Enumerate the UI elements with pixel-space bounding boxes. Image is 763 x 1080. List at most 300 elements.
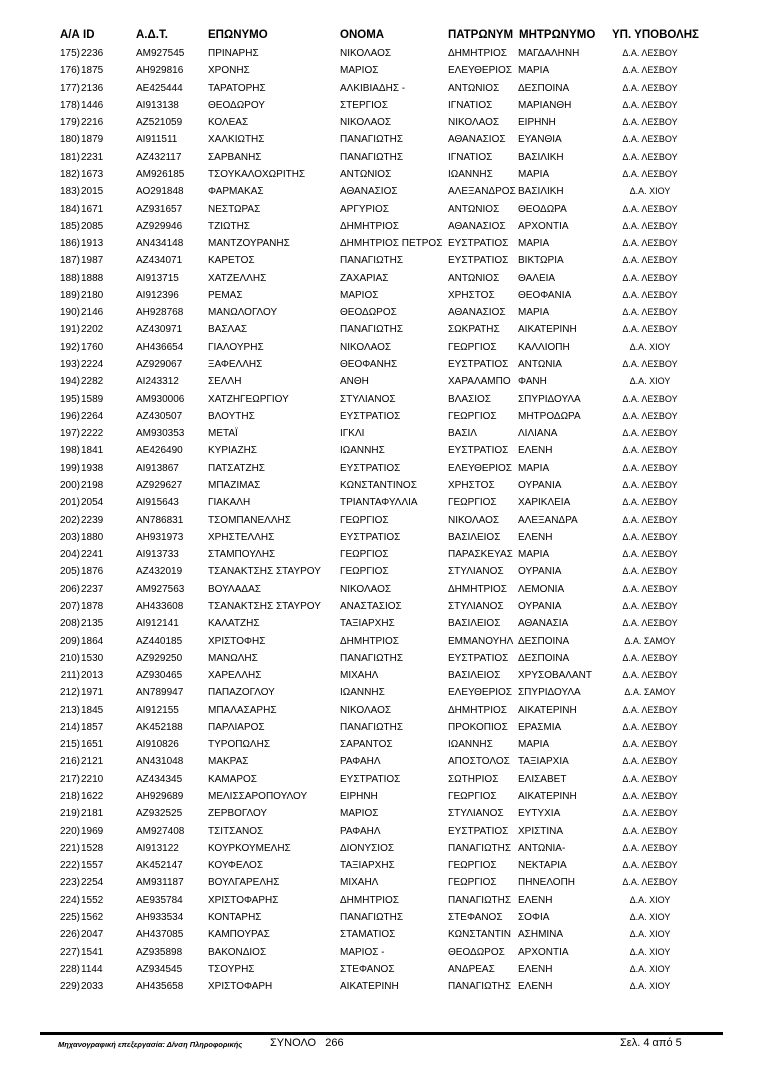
row-aa: 213) (59, 704, 80, 716)
row-onoma: ΣΤΥΛΙΑΝΟΣ (340, 393, 396, 405)
row-eponymo: ΜΑΝΩΛΗΣ (208, 652, 258, 664)
row-ypovolis: Δ.Α. ΛΕΣΒΟΥ (622, 583, 678, 594)
row-onoma: ΜΑΡΙΟΣ (340, 289, 379, 301)
row-eponymo: ΣΤΑΜΠΟΥΛΗΣ (208, 549, 276, 561)
row-aa: 220) (59, 825, 80, 837)
row-eponymo: ΧΡΗΣΤΕΛΛΗΣ (208, 531, 275, 543)
row-adt: ΑΝ434148 (136, 238, 184, 250)
row-aa: 228) (59, 963, 80, 975)
row-onoma: ΘΕΟΔΩΡΟΣ (340, 307, 397, 319)
row-eponymo: ΒΑΚΟΝΔΙΟΣ (208, 946, 267, 958)
row-mitronym: ΦΑΝΗ (518, 376, 547, 388)
row-patronym: ΑΝΤΩΝΙΟΣ (448, 82, 500, 94)
row-patronym: ΑΝΔΡΕΑΣ (448, 963, 495, 975)
table-row (0, 477, 763, 494)
row-eponymo: ΦΑΡΜΑΚΑΣ (208, 186, 264, 198)
row-eponymo: ΝΕΣΤΩΡΑΣ (208, 203, 261, 215)
row-onoma: ΓΕΩΡΓΙΟΣ (340, 566, 389, 578)
row-ypovolis: Δ.Α. ΧΙΟΥ (629, 186, 671, 197)
row-ypovolis: Δ.Α. ΧΙΟΥ (629, 341, 671, 352)
table-row (0, 788, 763, 805)
row-eponymo: ΒΛΟΥΤΗΣ (208, 410, 255, 422)
row-ypovolis: Δ.Α. ΛΕΣΒΟΥ (622, 203, 678, 214)
table-row (0, 702, 763, 719)
row-eponymo: ΜΕΤΑΪ (208, 428, 238, 440)
row-id: 1530 (81, 652, 104, 664)
row-aa: 189) (59, 289, 80, 301)
row-onoma: ΝΙΚΟΛΑΟΣ (340, 341, 392, 353)
footer-total (270, 1037, 344, 1049)
header-patronym: ΠΑΤΡΩΝΥΜ (448, 29, 514, 41)
row-ypovolis: Δ.Α. ΛΕΣΒΟΥ (622, 307, 678, 318)
row-mitronym: ΘΑΛΕΙΑ (518, 272, 556, 284)
row-patronym: ΣΩΚΡΑΤΗΣ (448, 324, 500, 336)
row-patronym: ΠΑΡΑΣΚΕΥΑΣ (448, 549, 513, 561)
row-eponymo: ΜΠΑΖΙΜΑΣ (208, 480, 261, 491)
row-onoma: ΑΝΤΩΝΙΟΣ (340, 168, 392, 180)
row-ypovolis: Δ.Α. ΛΕΣΒΟΥ (622, 428, 678, 439)
row-onoma: ΕΥΣΤΡΑΤΙΟΣ (340, 773, 401, 785)
row-adt: ΑΙ913733 (136, 549, 179, 561)
row-adt: ΑΖ930465 (136, 670, 183, 682)
row-aa: 207) (59, 600, 80, 612)
row-adt: ΑΗ929816 (136, 65, 184, 77)
table-row (0, 304, 763, 321)
row-id: 2181 (81, 808, 104, 820)
row-mitronym: ΒΙΚΤΩΡΙΑ (518, 255, 564, 267)
row-onoma: ΘΕΟΦΑΝΗΣ (340, 359, 398, 371)
row-aa: 224) (59, 894, 80, 906)
row-ypovolis: Δ.Α. ΛΕΣΒΟΥ (622, 410, 678, 421)
row-mitronym: ΜΑΡΙΑΝΘΗ (518, 99, 572, 111)
row-ypovolis: Δ.Α. ΛΕΣΒΟΥ (622, 618, 678, 629)
table-row (0, 684, 763, 701)
row-onoma: ΔΙΟΝΥΣΙΟΣ (340, 842, 395, 854)
row-ypovolis: Δ.Α. ΧΙΟΥ (629, 894, 671, 905)
row-eponymo: ΒΑΣΛΑΣ (208, 324, 248, 336)
row-ypovolis: Δ.Α. ΛΕΣΒΟΥ (622, 497, 678, 508)
row-mitronym: ΜΑΡΙΑ (518, 549, 550, 561)
row-adt: ΑΙ243312 (136, 376, 179, 388)
row-onoma: ΠΑΝΑΓΙΩΤΗΣ (340, 151, 404, 163)
row-aa: 192) (59, 341, 80, 353)
row-id: 2282 (81, 376, 104, 388)
row-eponymo: ΠΑΡΛΙΑΡΟΣ (208, 721, 265, 733)
row-adt: ΑΖ434071 (136, 255, 183, 267)
row-id: 2121 (81, 756, 104, 768)
row-onoma: ΡΑΦΑΗΛ (340, 825, 381, 837)
row-eponymo: ΚΟΛΕΑΣ (208, 117, 249, 129)
row-adt: ΑΕ935784 (136, 894, 183, 906)
table-row (0, 719, 763, 736)
row-onoma: ΝΙΚΟΛΑΟΣ (340, 117, 392, 129)
row-eponymo: ΤΑΡΑΤΟΡΗΣ (208, 82, 266, 94)
row-mitronym: ΑΘΑΝΑΣΙΑ (518, 618, 569, 630)
row-onoma: ΠΑΝΑΓΙΩΤΗΣ (340, 721, 404, 733)
row-eponymo: ΣΑΡΒΑΝΗΣ (208, 151, 262, 163)
row-onoma: ΡΑΦΑΗΛ (340, 756, 381, 768)
row-aa: 177) (59, 82, 80, 94)
table-row (0, 978, 763, 995)
row-mitronym: ΘΕΟΔΩΡΑ (518, 203, 567, 215)
row-ypovolis: Δ.Α. ΛΕΣΒΟΥ (622, 756, 678, 767)
footer-processing-note: Μηχανογραφική επεξεργασία: Δ/νση Πληροφορικής (58, 1040, 243, 1049)
row-eponymo: ΠΑΠΑΖΟΓΛΟΥ (208, 687, 275, 699)
row-eponymo: ΧΑΤΖΗΓΕΩΡΓΙΟΥ (208, 393, 289, 405)
row-aa: 201) (59, 497, 80, 509)
row-onoma: ΙΓΚΛΙ (340, 428, 365, 440)
row-ypovolis: Δ.Α. ΛΕΣΒΟΥ (622, 134, 678, 145)
row-mitronym: ΜΑΡΙΑ (518, 238, 550, 250)
row-ypovolis: Δ.Α. ΛΕΣΒΟΥ (622, 462, 678, 473)
row-id: 1876 (81, 566, 104, 578)
row-eponymo: ΤΣΙΤΣΑΝΟΣ (208, 825, 264, 837)
row-onoma: ΤΡΙΑΝΤΑΦΥΛΛΙΑ (340, 497, 418, 509)
row-onoma: ΣΤΕΦΑΝΟΣ (340, 963, 395, 975)
row-onoma: ΣΤΕΡΓΙΟΣ (340, 99, 388, 111)
row-onoma: ΜΙΧΑΗΛ (340, 670, 379, 682)
row-onoma: ΑΝΑΣΤΑΣΙΟΣ (340, 600, 402, 612)
row-ypovolis: Δ.Α. ΛΕΣΒΟΥ (622, 289, 678, 300)
row-ypovolis: Δ.Α. ΛΕΣΒΟΥ (622, 480, 678, 490)
row-onoma: ΕΥΣΤΡΑΤΙΟΣ (340, 531, 401, 543)
table-header (0, 27, 763, 44)
row-eponymo: ΣΕΛΛΗ (208, 376, 242, 388)
row-patronym: ΕΥΣΤΡΑΤΙΟΣ (448, 652, 509, 664)
row-id: 1552 (81, 894, 104, 906)
row-patronym: ΑΝΤΩΝΙΟΣ (448, 272, 500, 284)
row-adt: ΑΗ433608 (136, 600, 184, 612)
row-id: 1969 (81, 825, 104, 837)
row-eponymo: ΤΖΙΩΤΗΣ (208, 220, 250, 232)
row-adt: ΑΗ436654 (136, 341, 184, 353)
row-patronym: ΣΤΕΦΑΝΟΣ (448, 912, 503, 923)
row-adt: ΑΝ431048 (136, 756, 184, 768)
row-patronym: ΒΑΣΙΛ (448, 428, 477, 440)
table-row (0, 270, 763, 287)
row-mitronym: ΤΑΞΙΑΡΧΙΑ (518, 756, 569, 768)
row-patronym: ΓΕΩΡΓΙΟΣ (448, 860, 497, 872)
row-adt: ΑΗ437085 (136, 929, 184, 941)
footer-total-label: ΣΥΝΟΛΟ (270, 1037, 317, 1049)
row-eponymo: ΓΙΑΛΟΥΡΗΣ (208, 341, 264, 353)
table-row (0, 512, 763, 529)
row-ypovolis: Δ.Α. ΧΙΟΥ (629, 929, 671, 940)
row-aa: 179) (59, 117, 80, 129)
table-row (0, 771, 763, 788)
row-aa: 176) (59, 65, 80, 77)
row-mitronym: ΕΛΕΝΗ (518, 981, 553, 993)
row-aa: 227) (59, 946, 80, 958)
row-patronym: ΙΓΝΑΤΙΟΣ (448, 99, 493, 111)
row-mitronym: ΑΝΤΩΝΙΑ- (518, 842, 566, 854)
row-id: 2236 (81, 48, 104, 59)
row-mitronym: ΜΑΓΔΑΛΗΝΗ (518, 48, 580, 59)
row-id: 2180 (81, 289, 104, 301)
row-patronym: ΝΙΚΟΛΑΟΣ (448, 117, 500, 129)
row-adt: ΑΜ930006 (136, 393, 185, 405)
row-eponymo: ΚΥΡΙΑΖΗΣ (208, 445, 257, 457)
row-eponymo: ΡΕΜΑΣ (208, 289, 243, 301)
row-onoma: ΔΗΜΗΤΡΙΟΣ (340, 635, 399, 647)
row-adt: ΑΜ927563 (136, 583, 185, 595)
row-patronym: ΓΕΩΡΓΙΟΣ (448, 497, 497, 509)
row-ypovolis: Δ.Α. ΛΕΣΒΟΥ (622, 721, 678, 732)
row-patronym: ΠΑΝΑΓΙΩΤΗΣ (448, 842, 512, 854)
row-aa: 195) (59, 393, 80, 405)
row-ypovolis: Δ.Α. ΛΕΣΒΟΥ (622, 600, 678, 611)
row-adt: ΑΙ912155 (136, 704, 179, 716)
row-mitronym: ΜΑΡΙΑ (518, 739, 550, 751)
table-row (0, 563, 763, 580)
table-row (0, 736, 763, 753)
row-mitronym: ΑΝΤΩΝΙΑ (518, 359, 562, 371)
table-row (0, 529, 763, 546)
row-aa: 191) (59, 324, 80, 336)
row-adt: ΑΖ430507 (136, 410, 183, 422)
row-ypovolis: Δ.Α. ΛΕΣΒΟΥ (622, 393, 678, 404)
row-aa: 221) (59, 842, 80, 854)
header-eponymo: ΕΠΩΝΥΜΟ (208, 29, 268, 41)
row-adt: ΑΖ432117 (136, 151, 182, 163)
row-ypovolis: Δ.Α. ΣΑΜΟΥ (624, 687, 676, 698)
row-patronym: ΠΡΟΚΟΠΙΟΣ (448, 721, 508, 733)
table-row (0, 45, 763, 62)
row-mitronym: ΑΡΧΟΝΤΙΑ (518, 220, 569, 232)
row-eponymo: ΚΑΡΕΤΟΣ (208, 255, 255, 267)
table-row (0, 805, 763, 822)
table-row (0, 287, 763, 304)
row-patronym: ΑΛΕΞΑΝΔΡΟΣ (448, 186, 516, 198)
row-ypovolis: Δ.Α. ΛΕΣΒΟΥ (622, 704, 678, 715)
row-aa: 203) (59, 531, 80, 543)
table-row (0, 166, 763, 183)
row-patronym: ΚΩΝΣΤΑΝΤΙΝ (448, 929, 511, 941)
row-ypovolis: Δ.Α. ΛΕΣΒΟΥ (622, 860, 678, 871)
row-mitronym: ΕΥΑΝΘΙΑ (518, 134, 562, 146)
row-onoma: ΜΙΧΑΗΛ (340, 877, 379, 889)
row-patronym: ΑΘΑΝΑΣΙΟΣ (448, 307, 506, 319)
row-aa: 222) (59, 860, 80, 872)
row-mitronym: ΒΑΣΙΛΙΚΗ (518, 186, 564, 198)
row-onoma: ΑΙΚΑΤΕΡΙΝΗ (340, 981, 399, 993)
row-patronym: ΕΥΣΤΡΑΤΙΟΣ (448, 255, 509, 267)
row-id: 1888 (81, 272, 104, 284)
row-ypovolis: Δ.Α. ΛΕΣΒΟΥ (622, 99, 678, 110)
row-onoma: ΖΑΧΑΡΙΑΣ (340, 272, 389, 284)
table-row (0, 840, 763, 857)
row-id: 2237 (81, 583, 104, 595)
row-id: 2264 (81, 410, 104, 422)
row-ypovolis: Δ.Α. ΛΕΣΒΟΥ (622, 445, 678, 456)
row-ypovolis: Δ.Α. ΛΕΣΒΟΥ (622, 82, 678, 93)
row-aa: 180) (59, 134, 80, 146)
row-aa: 216) (59, 756, 80, 768)
row-id: 1622 (81, 791, 104, 803)
row-adt: ΑΚ452147 (136, 860, 183, 872)
row-id: 1878 (81, 600, 104, 612)
row-id: 1541 (81, 946, 104, 958)
row-onoma: ΓΕΩΡΓΙΟΣ (340, 514, 389, 526)
row-eponymo: ΤΣΑΝΑΚΤΣΗΣ ΣΤΑΥΡΟΥ (208, 566, 321, 578)
row-aa: 178) (59, 99, 80, 111)
row-adt: ΑΕ425444 (136, 82, 183, 94)
row-id: 1987 (81, 255, 104, 267)
row-patronym: ΕΥΣΤΡΑΤΙΟΣ (448, 445, 509, 457)
table-row (0, 460, 763, 477)
row-eponymo: ΞΑΦΕΛΛΗΣ (208, 359, 263, 371)
table-row (0, 391, 763, 408)
row-mitronym: ΧΡΙΣΤΙΝΑ (518, 825, 564, 837)
row-mitronym: ΕΙΡΗΝΗ (518, 117, 556, 129)
row-eponymo: ΧΑΛΚΙΩΤΗΣ (208, 134, 265, 146)
table-row (0, 874, 763, 891)
row-onoma: ΚΩΝΣΤΑΝΤΙΝΟΣ (340, 480, 417, 491)
table-row (0, 114, 763, 131)
row-patronym: ΣΤΥΛΙΑΝΟΣ (448, 566, 504, 578)
row-patronym: ΙΓΝΑΤΙΟΣ (448, 151, 493, 163)
row-eponymo: ΒΟΥΛΑΔΑΣ (208, 583, 261, 595)
row-eponymo: ΜΕΛΙΣΣΑΡΟΠΟΥΛΟΥ (208, 791, 308, 803)
row-mitronym: ΕΛΕΝΗ (518, 445, 553, 457)
row-adt: ΑΚ452188 (136, 721, 183, 733)
row-aa: 184) (59, 203, 80, 215)
row-eponymo: ΠΡΙΝΑΡΗΣ (208, 48, 259, 59)
row-id: 2054 (81, 497, 104, 509)
table-row (0, 339, 763, 356)
row-adt: ΑΙ915643 (136, 497, 179, 509)
row-onoma: ΠΑΝΑΓΙΩΤΗΣ (340, 134, 404, 146)
row-onoma: ΠΑΝΑΓΙΩΤΗΣ (340, 324, 404, 336)
table-row (0, 909, 763, 926)
row-mitronym: ΕΛΕΝΗ (518, 894, 553, 906)
row-id: 2241 (81, 549, 104, 561)
row-aa: 218) (59, 791, 80, 803)
row-aa: 193) (59, 359, 80, 371)
row-patronym: ΕΥΣΤΡΑΤΙΟΣ (448, 238, 509, 250)
row-adt: ΑΙ911511 (136, 134, 178, 146)
table-row (0, 823, 763, 840)
row-mitronym: ΛΙΛΙΑΝΑ (518, 428, 558, 440)
row-aa: 198) (59, 445, 80, 457)
row-adt: ΑΖ929946 (136, 220, 183, 232)
row-ypovolis: Δ.Α. ΛΕΣΒΟΥ (622, 514, 678, 525)
row-eponymo: ΜΑΝΩΛΟΓΛΟΥ (208, 307, 278, 319)
row-id: 1671 (81, 203, 104, 215)
row-onoma: ΔΗΜΗΤΡΙΟΣ (340, 220, 399, 232)
row-mitronym: ΑΙΚΑΤΕΡΙΝΗ (518, 324, 577, 336)
row-patronym: ΧΡΗΣΤΟΣ (448, 480, 495, 491)
row-ypovolis: Δ.Α. ΛΕΣΒΟΥ (622, 324, 678, 335)
row-adt: ΑΗ435658 (136, 981, 184, 993)
table-row (0, 149, 763, 166)
table-row (0, 131, 763, 148)
row-mitronym: ΣΠΥΡΙΔΟΥΛΑ (518, 393, 581, 405)
table-row (0, 650, 763, 667)
row-ypovolis: Δ.Α. ΛΕΣΒΟΥ (622, 670, 678, 681)
row-mitronym: ΜΑΡΙΑ (518, 462, 550, 474)
row-eponymo: ΚΟΥΡΚΟΥΜΕΛΗΣ (208, 842, 291, 854)
row-aa: 210) (59, 652, 80, 664)
row-id: 1528 (81, 842, 104, 854)
row-adt: ΑΖ521059 (136, 117, 183, 129)
table-row (0, 235, 763, 252)
row-onoma: ΔΗΜΗΤΡΙΟΣ ΠΕΤΡΟΣ (340, 238, 443, 250)
table-row (0, 80, 763, 97)
row-aa: 181) (59, 151, 80, 163)
row-mitronym: ΕΛΙΣΑΒΕΤ (518, 773, 567, 785)
row-patronym: ΙΩΑΝΝΗΣ (448, 739, 493, 751)
row-aa: 209) (59, 635, 80, 647)
row-aa: 205) (59, 566, 80, 578)
row-mitronym: ΝΕΚΤΑΡΙΑ (518, 860, 567, 872)
row-adt: ΑΕ426490 (136, 445, 183, 457)
row-onoma: ΕΥΣΤΡΑΤΙΟΣ (340, 410, 401, 422)
row-mitronym: ΑΙΚΑΤΕΡΙΝΗ (518, 704, 577, 716)
row-adt: ΑΖ440185 (136, 635, 183, 647)
row-id: 1880 (81, 531, 104, 543)
row-eponymo: ΤΣΟΥΡΗΣ (208, 963, 255, 975)
row-onoma: ΜΑΡΙΟΣ - (340, 946, 385, 958)
table-row (0, 252, 763, 269)
table-row (0, 633, 763, 650)
row-id: 2222 (81, 428, 104, 440)
table-row (0, 373, 763, 390)
table-row (0, 581, 763, 598)
row-id: 1589 (81, 393, 104, 405)
row-patronym: ΕΛΕΥΘΕΡΙΟΣ (448, 462, 512, 474)
row-eponymo: ΧΡΙΣΤΟΦΑΡΗΣ (208, 894, 279, 906)
row-patronym: ΔΗΜΗΤΡΙΟΣ (448, 583, 507, 595)
row-onoma: ΠΑΝΑΓΙΩΤΗΣ (340, 652, 404, 664)
row-id: 1971 (81, 687, 104, 699)
row-patronym: ΠΑΝΑΓΙΩΤΗΣ (448, 981, 512, 993)
row-adt: ΑΝ786831 (136, 514, 184, 526)
row-ypovolis: Δ.Α. ΛΕΣΒΟΥ (622, 531, 678, 542)
row-id: 1845 (81, 704, 104, 716)
row-id: 1144 (81, 963, 103, 975)
row-id: 1879 (81, 134, 104, 146)
row-ypovolis: Δ.Α. ΛΕΣΒΟΥ (622, 877, 678, 888)
row-ypovolis: Δ.Α. ΛΕΣΒΟΥ (622, 48, 678, 58)
row-onoma: ΙΩΑΝΝΗΣ (340, 445, 385, 457)
row-mitronym: ΜΑΡΙΑ (518, 307, 550, 319)
table-row (0, 494, 763, 511)
row-adt: ΑΖ929250 (136, 652, 183, 664)
row-patronym: ΕΜΜΑΝΟΥΗΛ (448, 635, 514, 647)
row-aa: 211) (60, 670, 80, 682)
row-ypovolis: Δ.Α. ΛΕΣΒΟΥ (622, 238, 678, 249)
row-ypovolis: Δ.Α. ΧΙΟΥ (629, 376, 671, 387)
row-adt: ΑΖ929067 (136, 359, 183, 371)
row-eponymo: ΧΡΟΝΗΣ (208, 65, 250, 77)
row-adt: ΑΖ932525 (136, 808, 183, 820)
row-patronym: ΒΛΑΣΙΟΣ (448, 393, 491, 405)
row-id: 1673 (81, 168, 104, 180)
row-eponymo: ΤΣΑΝΑΚΤΣΗΣ ΣΤΑΥΡΟΥ (208, 600, 321, 612)
row-ypovolis: Δ.Α. ΛΕΣΒΟΥ (622, 359, 678, 370)
row-ypovolis: Δ.Α. ΧΙΟΥ (629, 912, 671, 922)
row-adt: ΑΗ928768 (136, 307, 184, 319)
row-onoma: ΔΗΜΗΤΡΙΟΣ (340, 894, 399, 906)
row-onoma: ΤΑΞΙΑΡΧΗΣ (340, 860, 395, 872)
row-adt: ΑΖ929627 (136, 480, 183, 491)
table-row (0, 356, 763, 373)
row-patronym: ΣΤΥΛΙΑΝΟΣ (448, 600, 504, 612)
row-mitronym: ΠΗΝΕΛΟΠΗ (518, 877, 576, 889)
row-ypovolis: Δ.Α. ΛΕΣΒΟΥ (622, 739, 678, 750)
table-row (0, 892, 763, 909)
